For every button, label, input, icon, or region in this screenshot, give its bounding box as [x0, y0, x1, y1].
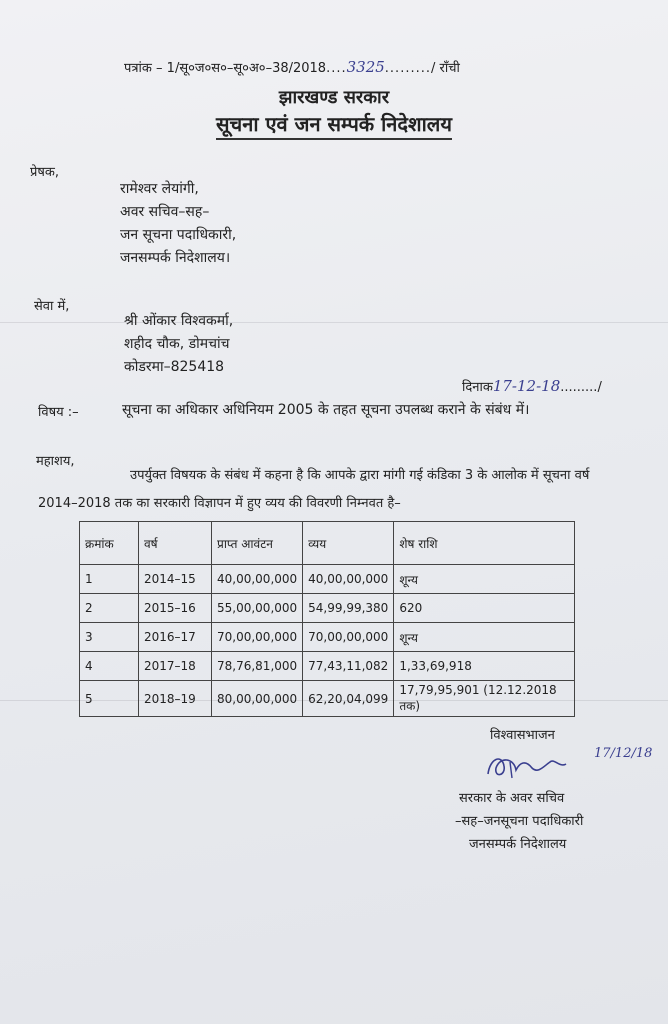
table-cell: 78,76,81,000 — [212, 652, 303, 681]
table-cell: 5 — [80, 681, 139, 717]
signatory-line: सरकार के अवर सचिव — [459, 791, 565, 806]
government-title: झारखण्ड सरकार — [278, 87, 390, 108]
date-suffix: / — [597, 380, 602, 395]
table-cell: 40,00,00,000 — [303, 565, 394, 594]
table-header-row — [80, 522, 575, 565]
sender-block — [120, 178, 236, 270]
sender-label: प्रेषक, — [30, 165, 60, 180]
department-title-text: सूचना एवं जन सम्पर्क निदेशालय — [216, 112, 452, 140]
signatory-block — [455, 787, 583, 856]
recipient-block — [124, 310, 233, 379]
table-cell: 2017–18 — [139, 652, 212, 681]
table-row — [80, 594, 575, 623]
reference-prefix: पत्रांक – 1/सू०ज०स०–सू०अ०–38/2018 — [124, 61, 327, 76]
date-value: 17-12-18 — [492, 377, 561, 395]
column-header: वर्ष — [139, 522, 212, 565]
salutation: महाशय, — [36, 454, 75, 469]
table-cell: 80,00,00,000 — [212, 681, 303, 717]
table-row — [80, 681, 575, 717]
table-cell: 620 — [394, 594, 575, 623]
table-cell: शून्य — [394, 565, 575, 594]
table-cell: 70,00,00,000 — [303, 623, 394, 652]
column-header: क्रमांक — [80, 522, 139, 565]
date-label: दिनाक — [462, 380, 493, 395]
recipient-line: श्री ओंकार विश्वकर्मा, — [124, 313, 234, 329]
table-cell: 2014–15 — [139, 565, 212, 594]
expenditure-table — [79, 521, 575, 717]
table-cell: 77,43,11,082 — [303, 652, 394, 681]
table-row — [80, 623, 575, 652]
table-cell: 70,00,00,000 — [212, 623, 303, 652]
sender-line: अवर सचिव–सह– — [120, 204, 210, 220]
signatory-line: –सह–जनसूचना पदाधिकारी — [455, 814, 584, 829]
body-paragraph: उपर्युक्त विषयक के संबंध में कहना है कि आपके द्वारा मांगी गई कंडिका 3 के आलोक में सूचना वर्ष 2014–2018 तक का सरकारी विज्ञापन में हुए व्यय की विवरणी निम्नवत है– — [38, 468, 590, 511]
paper-fold — [0, 322, 668, 323]
subject-label: विषय :– — [38, 405, 79, 420]
table-cell: 2016–17 — [139, 623, 212, 652]
table-row — [80, 565, 575, 594]
signatory-line: जनसम्पर्क निदेशालय — [469, 837, 567, 852]
column-header: व्यय — [303, 522, 394, 565]
sender-line: जनसम्पर्क निदेशालय। — [120, 250, 231, 266]
subject-text: सूचना का अधिकार अधिनियम 2005 के तहत सूचना उपलब्ध कराने के संबंध में। — [122, 402, 530, 418]
recipient-line: कोडरमा–825418 — [124, 359, 225, 375]
reference-number: 3325 — [346, 58, 385, 76]
recipient-label: सेवा में, — [34, 299, 70, 314]
table-row — [80, 652, 575, 681]
table-cell: 4 — [80, 652, 139, 681]
table-cell: 54,99,99,380 — [303, 594, 394, 623]
column-header: शेष राशि — [394, 522, 575, 565]
table-cell: 3 — [80, 623, 139, 652]
table-cell: 1 — [80, 565, 139, 594]
table-cell: 40,00,00,000 — [212, 565, 303, 594]
reference-line: पत्रांक – 1/सू०ज०स०–सू०अ०–38/2018....3325........./ राँची — [124, 58, 460, 76]
column-header: प्राप्त आवंटन — [212, 522, 303, 565]
valediction: विश्वासभाजन — [490, 728, 555, 743]
signature-date: 17/12/18 — [594, 746, 653, 761]
sender-line: रामेश्वर लेयांगी, — [120, 181, 199, 197]
table-cell: 2018–19 — [139, 681, 212, 717]
table-cell: 2 — [80, 594, 139, 623]
signature — [480, 744, 600, 786]
sender-line: जन सूचना पदाधिकारी, — [120, 227, 237, 243]
table-cell: शून्य — [394, 623, 575, 652]
recipient-line: शहीद चौक, डोमचांच — [124, 336, 230, 352]
table-cell: 1,33,69,918 — [394, 652, 575, 681]
table-cell: 2015–16 — [139, 594, 212, 623]
department-title — [0, 110, 668, 137]
date-line: दिनाक17-12-18........./ — [462, 377, 602, 395]
table-cell: 62,20,04,099 — [303, 681, 394, 717]
table-cell: 55,00,00,000 — [212, 594, 303, 623]
table-cell: 17,79,95,901 (12.12.2018 तक) — [394, 681, 575, 717]
reference-suffix: / राँची — [431, 61, 460, 76]
